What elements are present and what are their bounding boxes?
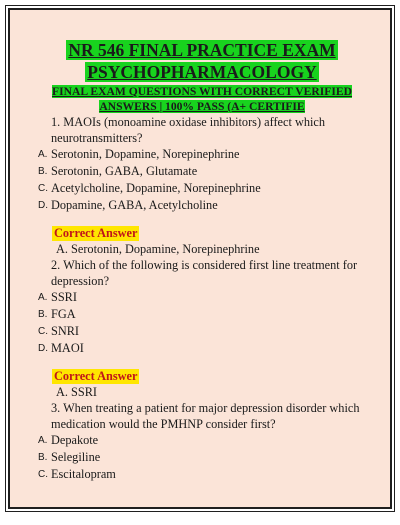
option-b: [38, 306, 366, 323]
document-page: [8, 8, 392, 509]
option-letter: C.: [38, 183, 48, 194]
option-letter: A.: [38, 149, 48, 160]
option-letter: B.: [38, 452, 48, 463]
question-text: 3. When treating a patient for major depression disorder which medication would the PMHNP consider first?: [51, 401, 360, 431]
correct-answer-text: A. Serotonin, Dopamine, Norepinephrine: [56, 242, 260, 256]
correct-answer-label: Correct Answer: [54, 369, 138, 383]
option-text: Serotonin, GABA, Glutamate: [51, 164, 198, 178]
option-text: Selegiline: [51, 450, 101, 464]
option-text: SSRI: [51, 290, 77, 304]
option-d: [38, 197, 366, 214]
option-text: SNRI: [51, 324, 80, 338]
option-a: [38, 432, 366, 449]
option-letter: A.: [38, 292, 48, 303]
subtitle-line-2: ANSWERS | 100% PASS (A+ CERTIFIE: [99, 100, 305, 113]
option-letter: A.: [38, 435, 48, 446]
option-c: [38, 180, 366, 197]
option-letter: C.: [38, 326, 48, 337]
correct-answer-text: A. SSRI: [56, 385, 98, 399]
option-letter: B.: [38, 309, 48, 320]
title-line-1: NR 546 FINAL PRACTICE EXAM: [68, 40, 336, 60]
option-text: Depakote: [51, 433, 99, 447]
title-block: [38, 40, 366, 114]
question-text: 2. Which of the following is considered first line treatment for depression?: [51, 258, 358, 288]
option-list: [38, 146, 366, 214]
option-list: [38, 432, 366, 483]
option-list: [38, 289, 366, 357]
option-text: Escitalopram: [51, 467, 116, 481]
option-a: [38, 289, 366, 306]
option-letter: B.: [38, 166, 48, 177]
option-letter: D.: [38, 343, 48, 354]
option-text: MAOI: [51, 341, 84, 355]
option-text: Serotonin, Dopamine, Norepinephrine: [51, 147, 240, 161]
title-line-2: PSYCHOPHARMACOLOGY: [87, 62, 317, 82]
option-text: Acetylcholine, Dopamine, Norepinephrine: [51, 181, 261, 195]
correct-answer-label: Correct Answer: [54, 226, 138, 240]
option-c: [38, 466, 366, 483]
option-text: FGA: [51, 307, 76, 321]
option-b: [38, 449, 366, 466]
option-a: [38, 146, 366, 163]
option-text: Dopamine, GABA, Acetylcholine: [51, 198, 218, 212]
question-2: [38, 258, 366, 400]
option-d: [38, 340, 366, 357]
subtitle-line-1: FINAL EXAM QUESTIONS WITH CORRECT VERIFIED: [52, 85, 352, 98]
option-c: [38, 323, 366, 340]
question-1: [38, 115, 366, 257]
question-text: 1. MAOIs (monoamine oxidase inhibitors) affect which neurotransmitters?: [51, 115, 326, 145]
question-3: [38, 401, 366, 483]
option-b: [38, 163, 366, 180]
option-letter: D.: [38, 200, 48, 211]
option-letter: C.: [38, 469, 48, 480]
